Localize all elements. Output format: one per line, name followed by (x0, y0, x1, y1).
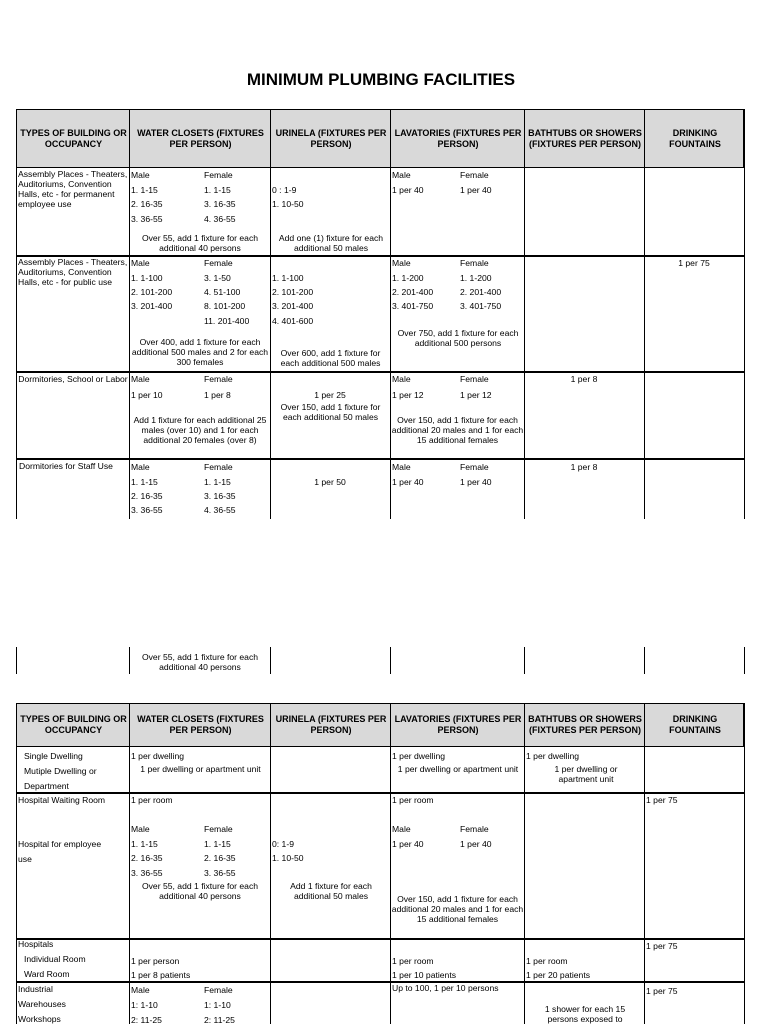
cell-value: 1 per 75 (646, 795, 678, 805)
table-header (16, 703, 744, 747)
cell-value: 1 per 12 (460, 390, 492, 400)
cell-value: 1 per 50 (314, 477, 346, 487)
occupancy-type: Assembly Places - Theaters, Auditoriums, Convention Halls, etc - for public use (18, 257, 128, 287)
cell-value: 1 per 10 patients (392, 970, 457, 980)
cell-value: 1 per 40 (460, 477, 492, 487)
cell-value: 1 per 8 patients (131, 970, 191, 980)
cell-value: 2. 101-200 (131, 287, 173, 297)
cell-value: 1. 1-15 (131, 839, 158, 849)
cell-value: 1. 1-200 (392, 273, 424, 283)
cell-note: Over 600, add 1 fixture for each additional 500 males (280, 348, 381, 368)
cell-value: 4. 36-55 (204, 505, 236, 515)
row-line (16, 458, 745, 460)
male-label: Male (131, 824, 150, 834)
cell-value: 1. 10-50 (272, 199, 304, 209)
male-label: Male (392, 374, 411, 384)
cell-value: 1 per 40 (392, 477, 424, 487)
cell-value: 1 per 75 (646, 986, 678, 996)
cell-value: 1 shower for each 15 persons exposed to (544, 1004, 626, 1024)
female-label: Female (460, 374, 489, 384)
cell-value: 2: 11-25 (131, 1015, 162, 1025)
cell-value: 1 per 40 (392, 839, 424, 849)
female-label: Female (204, 985, 233, 995)
cell-value: 2. 201-400 (392, 287, 434, 297)
female-label: Female (460, 258, 489, 268)
occupancy-type: Dormitories for Staff Use (19, 461, 113, 471)
cell-value: 4. 401-600 (272, 316, 314, 326)
header-bathtubs: BATHTUBS OR SHOWERS (FIXTURES PER PERSON) (528, 127, 642, 149)
grid-line (524, 647, 525, 674)
grid-line (644, 703, 645, 1024)
occupancy-type: Industrial (18, 984, 53, 994)
cell-value: 1 per dwelling (392, 751, 446, 761)
occupancy-type: Single Dwelling (24, 751, 83, 761)
cell-value: 3. 16-35 (204, 491, 236, 501)
cell-value: 1. 1-200 (460, 273, 492, 283)
page-title: MINIMUM PLUMBING FACILITIES (246, 70, 516, 89)
row-line (16, 938, 745, 940)
cell-note: Add one (1) fixture for each additional 50 males (278, 233, 384, 253)
cell-value: 3. 36-55 (131, 214, 163, 224)
row-line (16, 792, 745, 794)
cell-value: 8. 101-200 (204, 301, 246, 311)
cell-note: Over 55, add 1 fixture for each additional 40 persons (141, 233, 259, 253)
cell-value: 1 per dwelling or apartment unit (140, 764, 261, 774)
occupancy-type: Hospitals (18, 939, 54, 949)
cell-note: Add 1 fixture for each additional 25 males (over 10) and 1 for each additional 20 females (over 8) (133, 415, 267, 445)
cell-value: 2. 201-400 (460, 287, 502, 297)
male-label: Male (131, 462, 150, 472)
cell-note: Over 55, add 1 fixture for each additional 40 persons (141, 652, 259, 672)
female-label: Female (204, 462, 233, 472)
occupancy-type: Ward Room (24, 969, 70, 979)
cell-note: Add 1 fixture for each additional 50 males (290, 881, 372, 901)
female-label: Female (204, 374, 233, 384)
male-label: Male (392, 170, 411, 180)
cell-value: 1. 1-15 (204, 839, 231, 849)
cell-value: 1 per room (131, 795, 173, 805)
cell-value: 1 per 40 (460, 839, 492, 849)
grid-line (390, 703, 391, 1024)
cell-value: 1 per 12 (392, 390, 424, 400)
cell-value: 1 per 25 (314, 390, 346, 400)
cell-value: Up to 100, 1 per 10 persons (392, 983, 499, 993)
cell-value: 1 per dwelling or apartment unit (554, 764, 618, 784)
cell-value: 2. 16-35 (131, 853, 163, 863)
cell-note: Over 150, add 1 fixture for each additional 20 males and 1 for each 15 additional females (391, 894, 524, 924)
plumbing-table-2 (16, 703, 746, 1024)
plumbing-table-1 (16, 109, 746, 674)
grid-line (524, 703, 525, 1024)
cell-value: 1. 1-15 (131, 477, 158, 487)
cell-value: 1. 1-100 (131, 273, 163, 283)
male-label: Male (131, 374, 150, 384)
occupancy-type: Individual Room (24, 954, 86, 964)
cell-value: 2: 11-25 (204, 1015, 235, 1025)
cell-value: 1 per 10 (131, 390, 163, 400)
cell-value: 0 : 1-9 (272, 185, 297, 195)
cell-value: 1 per dwelling (131, 751, 185, 761)
cell-value: 1 per 40 (392, 185, 424, 195)
male-label: Male (392, 462, 411, 472)
grid-line (270, 703, 271, 1024)
header-drinking: DRINKING FOUNTAINS (669, 714, 721, 735)
header-lavatories: LAVATORIES (FIXTURES PER PERSON) (394, 127, 522, 149)
cell-value: 3. 201-400 (272, 301, 314, 311)
cell-value: 3. 36-55 (204, 868, 236, 878)
cell-value: 1 per person (131, 956, 180, 966)
cell-value: 1. 1-15 (204, 185, 231, 195)
cell-value: 1 per dwelling or apartment unit (397, 764, 519, 774)
occupancy-type: Department (24, 781, 69, 791)
cell-note: Over 55, add 1 fixture for each additional 40 persons (141, 881, 259, 901)
cell-value: 3. 401-750 (392, 301, 434, 311)
grid-line (129, 703, 130, 1024)
cell-value: 3. 36-55 (131, 505, 163, 515)
cell-value: 1 per 40 (460, 185, 492, 195)
female-label: Female (460, 170, 489, 180)
female-label: Female (204, 824, 233, 834)
header-water-closets: WATER CLOSETS (FIXTURES PER PERSON) (137, 714, 264, 735)
cell-value: 3. 201-400 (131, 301, 173, 311)
cell-value: 1. 10-50 (272, 853, 304, 863)
female-label: Female (460, 462, 489, 472)
cell-value: 4. 36-55 (204, 214, 236, 224)
row-line (16, 371, 745, 373)
cell-value: 2. 16-35 (131, 199, 163, 209)
grid-line (270, 647, 271, 674)
cell-note: Over 750, add 1 fixture for each additional 500 persons (397, 328, 519, 348)
male-label: Male (131, 985, 150, 995)
cell-value: 11. 201-400 (204, 316, 250, 326)
cell-value: 3. 36-55 (131, 868, 163, 878)
cell-value: 2. 16-35 (204, 853, 236, 863)
cell-value: 1. 1-15 (131, 185, 158, 195)
row-line (16, 981, 745, 983)
cell-value: 1 per 20 patients (526, 970, 591, 980)
occupancy-type: Mutiple Dwelling or (24, 766, 97, 776)
male-label: Male (392, 258, 411, 268)
occupancy-type: Assembly Places - Theaters, Auditoriums, Convention Halls, etc - for permanent employee use (18, 169, 128, 209)
cell-note: Over 150, add 1 fixture for each additional 50 males (280, 402, 381, 422)
header-urinals: URINELA (FIXTURES PER PERSON) (275, 127, 387, 149)
cell-value: 1 per room (526, 956, 568, 966)
cell-value: 1 per 8 (204, 390, 231, 400)
occupancy-type: Workshops (18, 1014, 61, 1024)
cell-value: 1 per 75 (646, 941, 678, 951)
male-label: Male (131, 258, 150, 268)
header-type: TYPES OF BUILDING OR OCCUPANCY (20, 127, 127, 149)
cell-value: 3. 16-35 (204, 199, 236, 209)
cell-value: 1 per room (392, 956, 434, 966)
grid-line (744, 647, 745, 674)
grid-line (644, 647, 645, 674)
occupancy-type: Hospital Waiting Room (18, 795, 106, 805)
header-bathtubs: BATHTUBS OR SHOWERS (FIXTURES PER PERSON) (528, 714, 642, 735)
cell-value: 1 per 8 (570, 374, 598, 384)
cell-value: 2. 16-35 (131, 491, 163, 501)
cell-value: 1 per 75 (678, 258, 710, 268)
grid-line (16, 703, 17, 1024)
female-label: Female (460, 824, 489, 834)
cell-value: 2. 101-200 (272, 287, 314, 297)
header-drinking: DRINKING FOUNTAINS (669, 127, 721, 149)
header-lavatories: LAVATORIES (FIXTURES PER PERSON) (394, 714, 522, 735)
cell-value: 1 per room (392, 795, 434, 805)
cell-value: 1 per 8 (570, 462, 598, 472)
cell-value: 0: 1-9 (272, 839, 294, 849)
cell-value: 1. 1-100 (272, 273, 304, 283)
female-label: Female (204, 170, 233, 180)
grid-line (16, 647, 17, 674)
cell-value: 1: 1-10 (204, 1000, 231, 1010)
header-urinals: URINELA (FIXTURES PER PERSON) (275, 714, 387, 735)
male-label: Male (392, 824, 411, 834)
occupancy-type: Hospital for employee use (18, 839, 102, 864)
cell-value: 1: 1-10 (131, 1000, 158, 1010)
table-header (16, 109, 744, 168)
cell-note: Over 400, add 1 fixture for each additional 500 males and 2 for each 300 females (131, 337, 269, 367)
grid-line (390, 647, 391, 674)
cell-value: 3. 1-50 (204, 273, 231, 283)
header-water-closets: WATER CLOSETS (FIXTURES PER PERSON) (137, 127, 264, 149)
grid-line (744, 703, 745, 1024)
cell-value: 1 per dwelling (526, 751, 580, 761)
occupancy-type: Warehouses (18, 999, 66, 1009)
male-label: Male (131, 170, 150, 180)
cell-value: 1. 1-15 (204, 477, 231, 487)
occupancy-type: Dormitories, School or Labor (18, 374, 128, 384)
female-label: Female (204, 258, 233, 268)
header-type: TYPES OF BUILDING OR OCCUPANCY (20, 714, 127, 735)
cell-value: 3. 401-750 (460, 301, 502, 311)
cell-value: 4. 51-100 (204, 287, 241, 297)
cell-note: Over 150, add 1 fixture for each additional 20 males and 1 for each 15 additional females (391, 415, 524, 445)
